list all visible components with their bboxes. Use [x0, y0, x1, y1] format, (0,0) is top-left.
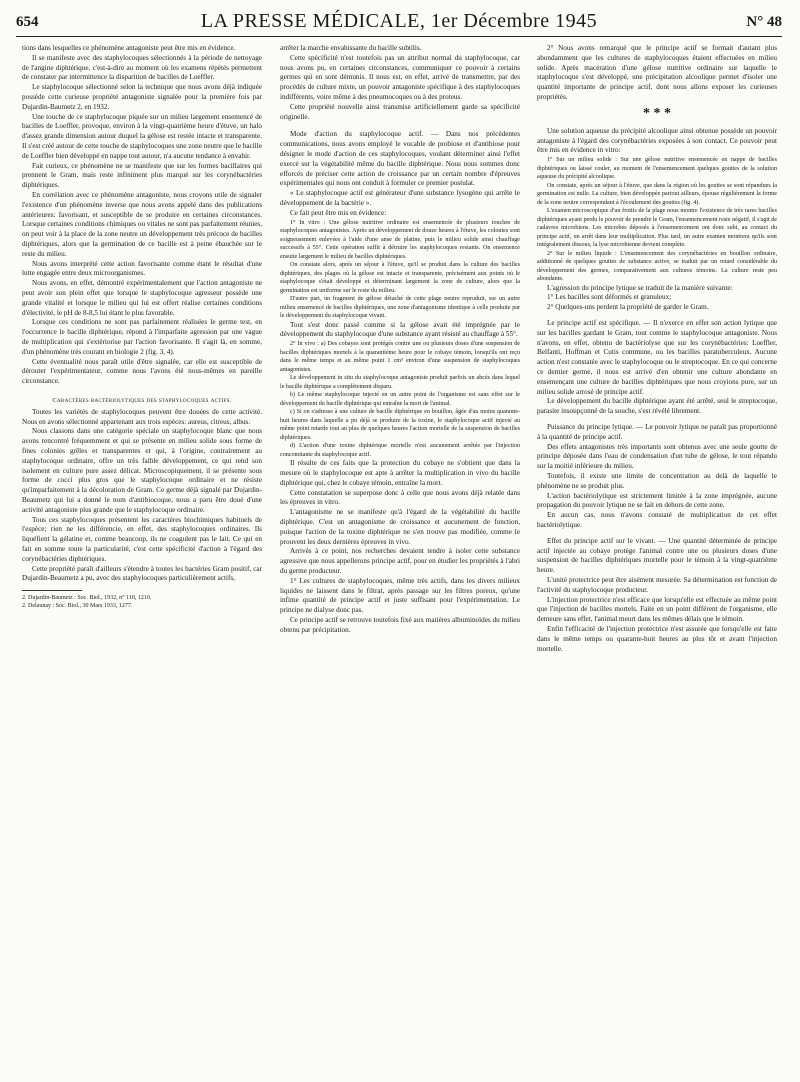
small-paragraph: c) Si on s'adresse à une culture de bacille diphtérique en bouillon, âgée d'au moins quarante-huit heures dans laquelle a pu déjà se produire de la toxine, le staphylocoque actif injecté au même point retarde tout au plus de quelques heures l'action mortelle de la suspension de bacilles diphtériques. [280, 409, 520, 441]
small-paragraph: b) Le même staphylocoque injecté en un autre point de l'organisme est sans effet sur le développement du bacille diphtérique qui entraîne la mort de l'animal. [280, 392, 520, 407]
paragraph: Mode d'action du staphylocoque actif. — Dans nos précédentes communications, nous avons employé le vocable de probiose et d'antibiose pour désigner le mode d'action de ces staphylocoques, voulant déterminer ainsi l'effet exercé sur la végétabilité même du bacille diphtérique. Nous nous sommes donc efforcés de préciser cette action de croissance par un certain nombre d'épreuves expérimentales qui nous ont conduit à formuler ce premier postulat. [280, 130, 520, 188]
paragraph: Nous classons dans une catégorie spéciale un staphylocoque blanc que nous avons rencontré fréquemment et qui se présente en milieu solide sous forme de fines colonies grêles et transparentes et qui, à l'origine, contrairement au staphylocoque ordinaire, offre un très faible développement, ce qui rend son isolement en culture pure assez délicat. Microscopiquement, il se présente sous forme de cocci plus gros que le staphylocoque ordinaire et ne résiste qu'imparfaitement à la décoloration de Gram. Ce germe déjà signalé par Dujardin-Beaumetz qui lui a donné le nom d'antibiocoque, nous a paru être doué d'une activité antagoniste plus grande que le staphylocoque ordinaire. [22, 427, 262, 514]
section-heading: Caractères bactériolytiques des staphylocoques actifs. [52, 396, 232, 404]
paragraph: Cette éventualité nous paraît utile d'être signalée, car elle est susceptible de dérouter l'expérimentateur, comme nous l'avons été nous-mêmes en pareille circonstance. [22, 357, 262, 386]
journal-title: LA PRESSE MÉDICALE, 1er Décembre 1945 [200, 10, 598, 32]
small-paragraph: D'autre part, un fragment de gélose détaché de cette plage neutre reproduit, sur un autre milieu ensemencé de bacilles diphtériques, une zone d'antagonisme identique à celle produite par le développement du staphylocoque vivant. [280, 296, 520, 320]
paragraph: Ce fait peut être mis en évidence: [290, 208, 387, 217]
footnote: 2. Dujardin-Baumetz : Soc. Biol., 1932, n° 110, 1210. [22, 595, 152, 602]
paragraph: Fait curieux, ce phénomène ne se manifeste que sur les formes bacillaires qui prennent le Gram, mais reste infiniment plus marqué sur les corynébactéries diphtériques. [22, 161, 262, 190]
paragraph: Enfin l'efficacité de l'injection protectrice n'est assurée que lorsqu'elle est faite dans le même temps ou quarante-huit heures au plus tôt et avant l'injection mortelle. [537, 624, 777, 653]
paragraph: Nous avons, en effet, démontré expérimentalement que l'action antagoniste ne peut avoir son plein effet que lorsque le staphylocoque agresseur possède une grande vitalité et lorsque le milieu qui lui est offert réalise certaines conditions d'électivité, le pH de 8-8,5 lui étant le plus favorable. [22, 279, 262, 317]
small-paragraph: 1° In vitro : Une gélose nutritive ordinaire est ensemencée de plusieurs touches de staphylocoques antagonistes. Après un développement de douze heures à l'étuve, les colonies sont soigneusement enlevées à l'aide d'une anse de platine, puis le milieu solide ainsi chauffage successifs à 55°. Cette opération suffit à détruire les staphylocoques restants. On ensemence ensuite largement le milieu de bacilles diphtériques. [280, 219, 520, 260]
paragraph: L'antagonisme ne se manifeste qu'à l'égard de la végétabilité du bacille diphtérique. C'est un antagonisme de croissance et aucunement de fonction, puisque l'action de la toxine diphtérique ne s'en trouve pas modifiée, comme le prouvent les deux dernières épreuves in vivo. [280, 508, 520, 546]
paragraph: Une touche de ce staphylocoque piquée sur un milieu largement ensemencé de bacilles de Loeffler, provoque, environ à la vingt-quatrième heure d'étuve, un halo d'assez grande dimension autour duquel la gélose est restée intacte et transparente. Il s'est créé autour de cette touche de staphylocoques une zone neutre que le bacille de Loeffler bien développé en nappe tout autour, n'a aucune tendance à envahir. [22, 112, 262, 160]
section-stars: * * * [643, 105, 671, 121]
paragraph: L'unité protectrice peut être aisément mesurée. Sa détermination est fonction de l'activité du staphylocoque producteur. [537, 575, 777, 594]
small-paragraph: 2° In vivo : a) Des cobayes sont protégés contre une ou plusieurs doses d'une suspension de bacilles diphtériques mortels à la quarantième heure pour le cobaye témoin, lorsqu'ils ont reçu dans le même temps et au même point 1 cm³ environ d'une suspension de staphylocoques antagonistes. [280, 341, 520, 373]
paragraph: Cette propriété paraît d'ailleurs s'étendre à toutes les bactéries Gram positif, car Dujardin-Beaumetz a pu, avec des staphylocoques particulièrement actifs, [22, 564, 262, 583]
paragraph: L'injection protectrice n'est efficace que lorsqu'elle est effectuée au même point que l'injection de bacilles mortels. Faite en un point différent de l'organisme, elle demeure sans effet, l'animal meurt dans les mêmes délais que le témoin. [537, 595, 777, 624]
paragraph: Nous avons interprété cette action favorisante comme étant le résultat d'une lutte engagée entre deux microorganismes. [22, 259, 262, 278]
page-number: 654 [16, 14, 39, 30]
paragraph: Des effets antagonistes très importants sont obtenus avec une seule goutte de principe déposée dans l'eau de condensation d'un tube de gélose, le tout répandu sur la moitié inférieure du milieu. [537, 442, 777, 471]
paragraph: Toutefois, il existe une limite de concentration au delà de laquelle le phénomène ne se produit plus. [537, 472, 777, 490]
paragraph: En aucun cas, nous n'avons constaté de multiplication de cet effet bactériolytique. [537, 511, 777, 529]
paragraph: « Le staphylocoque actif est générateur d'une substance lysogène qui arrête le développement de la bactérie ». [280, 189, 520, 207]
paragraph: Puissance du principe lytique. — Le pouvoir lytique ne paraît pas proportionné à la quantité de principe actif. [537, 423, 777, 441]
small-paragraph: d) L'action d'une toxine diphtérique mortelle n'est aucunement arrêtée par l'injection concomitante du staphylocoque actif. [280, 443, 520, 458]
paragraph: 2° Quelques-uns perdent la propriété de garder le Gram. [547, 303, 709, 312]
paragraph: Lorsque ces conditions ne sont pas parfaitement réalisées le germe test, en l'occurrence le bacille diphtérique, répond à l'imparfaite agression par une vague de multiplication qui s'extériorise par l'action favorisante. Il s'agit là, en somme, d'un phénomène très courant en biologie 2 (fig. 3, 4). [22, 318, 262, 356]
small-paragraph: L'examen microscopique d'un frottis de la plage nous montre l'existence de très rares bacilles diphtériques ayant perdu le pouvoir de prendre le Gram, l'ensemencement reste négatif, il s'agit de cadavres microbiens. Les microbes déposés à l'ensemencement ont donc subi, au contact du principe actif, un arrêt dans leur multiplication. Plus tard, un autre examen montrera qu'ils sont intégralement dissous, la lyse microbienne devient complète. [537, 208, 777, 249]
paragraph: 2° Nous avons remarqué que le principe actif se formait d'autant plus abondamment que les cultures de staphylocoques étaient effectuées en milieu solide. Après macération d'une gélose nutritive ordinaire sur laquelle le staphylocoque s'est développé, une précipitation alcoolique permet d'isoler une quantité importante de principe actif, dont nous allons exposer les curieuses propriétés. [537, 44, 777, 101]
paragraph: En corrélation avec ce phénomène antagoniste, nous croyons utile de signaler l'existence d'un phénomène inverse que nous avons appelé dans des publications antérieures: favorisant, et susceptible de se produire en certaines circonstances. Lorsque certaines conditions chimiques ou vitales ne sont pas parfaitement réunies, on peut voir à la place de la zone neutre un développement très précoce de bacilles diphtériques, alors que la germination de ce bacille est à peine ébauchée sur le reste du milieu. [22, 190, 262, 258]
paragraph: Le principe actif est spécifique. — Il n'exerce en effet son action lytique que sur les bacilles gardant le Gram, tout comme le staphylocoque antagoniste. Nous n'avons, en effet, obtenu de bactériolyse que sur les corynébactéries: Loeffler, Belfanti, Hoffman et Cutis commune, ou les bacilles paratuberculeux. Aucune action n'est constatée avec le staphylocoque ou le streptocoque. En ce qui concerne ce dernier germe, il nous est arrivé d'en obtenir une culture abondante en ensemençant une culture de bacilles diphtériques que nous croyions pure, sur un milieu solide arrosé de principe actif. [537, 319, 777, 396]
paragraph: Tout s'est donc passé comme si la gélose avait été imprégnée par le développement du staphylocoque d'une substance ayant résisté au chauffage à 55°. [280, 320, 520, 339]
small-paragraph: 2° Sur le milieu liquide : L'ensemencement des corynébactéries en bouillon ordinaire, additionné de quelques gouttes de substance active, se traduit par un retard considérable du développement des germes, comparativement aux cultures témoins. La culture reste peu abondante. [537, 250, 777, 283]
paragraph: L'agression du principe lytique se traduit de la manière suivante: [547, 283, 733, 292]
paragraph: Il se manifeste avec des staphylocoques sélectionnés à la période de nettoyage de l'angine diphtérique, c'est-à-dire au moment où les examens répétés permettent de constater par intermittence la disparition de bacilles de Loeffler. [22, 53, 262, 82]
paragraph: Le développement du bacille diphtérique ayant été arrêté, seul le streptocoque, parasite insoupçonné de la souche, s'est révélé librement. [537, 397, 777, 416]
paragraph: 1° Les bacilles sont déformés et granuleux; [547, 293, 672, 302]
small-paragraph: On constate, après un séjour à l'étuve, que dans la région où les gouttes se sont répandues la germination est nulle. La culture, bien développée partout ailleurs, épouse régulièrement la forme de la zone neutre correspondant à l'écoulement des gouttes (fig. 4). [537, 182, 777, 206]
footnotes [22, 594, 262, 610]
running-header [16, 6, 782, 37]
paragraph: Une solution aqueuse du précipité alcoolique ainsi obtenue possède un pouvoir antagoniste à l'égard des corynébactéries exposées à son contact. Ce pouvoir peut être mis en évidence in vitro: [537, 126, 777, 155]
paragraph: Tous ces staphylocoques présentent les caractères biochimiques habituels de l'espèce; rien ne les différencie, en effet, des staphylocoques ordinaires. Ils liquéfient la gélatine et, comme beaucoup, ils ne coagulent pas le lait. Ce qui en fait en somme toute la particularité, c'est cette spécificité d'action à l'égard des corynébactéries diphtériques. [22, 515, 262, 563]
paragraph: Il résulte de ces faits que la protection du cobaye ne s'obtient que dans la mesure où le staphylocoque est apte à arrêter la multiplication in vivo du bacille diphtérique qui, chez le cobaye témoin, entraîne la mort. [280, 459, 520, 487]
paragraph: L'action bactériolytique est strictement limitée à la zone imprégnée, aucune propagation du pouvoir lytique ne se fait en dehors de cette zone. [537, 491, 777, 510]
paragraph: Cette spécificité n'est toutefois pas un attribut normal du staphylocoque, car nous avons pu, en certaines circonstances, communiquer ce pouvoir à certains germes qui en sont démunis. Il nous est, en effet, arrivé de transmettre, par des procédés de culture mixte, un pouvoir antagoniste spécifique à des staphylocoques indifférents, voire même à des pneumocoques ou à des proteus. [280, 53, 520, 101]
paragraph: Cette constatation se superpose donc à celle que nous avons déjà relatée dans les épreuves in vitro. [280, 488, 520, 507]
small-paragraph: Le développement in situ du staphylocoque antagoniste produit parfois un abcès dans lequel le bacille diphtérique a complètement disparu. [280, 375, 520, 390]
small-paragraph: On constate alors, après un séjour à l'étuve, qu'il se produit dans la culture des bacilles diphtériques, des plages où la gélose est intacte et transparente, précisément aux points où le staphylocoque s'était développé et déterminant largement la zone de culture, alors que la germination est uniforme sur le reste du milieu. [280, 262, 520, 294]
paragraph: Cette propriété nouvelle ainsi transmise artificiellement garde sa spécificité originelle. [280, 102, 520, 121]
footnote-rule [22, 590, 82, 591]
paragraph: arrêter la marche envahissante du bacille subtilis. [280, 44, 422, 52]
paragraph: Le staphylocoque sélectionné selon la technique que nous avons déjà indiquée possède cette curieuse propriété antagoniste signalée pour la première fois par Dujardin-Baumetz 2, en 1932. [22, 83, 262, 111]
issue-number: N° 48 [746, 14, 782, 30]
small-paragraph: 1° Sur un milieu solide : Sur une gélose nutritive ensemencée en nappe de bacilles diphtériques ou laissé couler, au moment de l'ensemencement quelques gouttes de la solution aqueuse du précipité alcoolique. [537, 157, 777, 181]
footnote: 2. Delaunay : Soc. Biol., 30 Mars 1933, 1277. [22, 603, 133, 610]
paragraph: Effet du principe actif sur le vivant. — Une quantité déterminée de principe actif injectée au cobaye protège l'animal contre une ou plusieurs doses d'une suspension de bacilles diphtériques mortelle pour le témoin à la vingt-quatrième heure. [537, 536, 777, 575]
paragraph: Arrivés à ce point, nos recherches devaient tendre à isoler cette substance agressive que nous appellerons principe actif, pour en étudier les propriétés à l'abri du germe producteur. [280, 547, 520, 575]
paragraph: 1° Les cultures de staphylocoques, même très actifs, dans les divers milieux liquides ne laissent dans le filtrat, après passage sur les filtres poreux, qu'une infime quantité de principe actif et juste suffisant pour l'expérimentation. Le principe ne dialyse donc pas. [280, 576, 520, 615]
paragraph: Ce principe actif se retrouve toutefois fixé aux matières albuminoïdes du milieu obtenu par précipitation. [280, 615, 520, 634]
column-2 [280, 44, 520, 1070]
paragraph: tions dans lesquelles ce phénomène antagoniste peut être mis en évidence. [22, 44, 236, 52]
column-3 [537, 44, 777, 1070]
paragraph: Toutes les variétés de staphylocoques peuvent être douées de cette activité. Nous en avons sélectionné appartenant aux trois espèces: aureus, citreus, albus. [22, 407, 262, 426]
column-1 [22, 44, 262, 1070]
